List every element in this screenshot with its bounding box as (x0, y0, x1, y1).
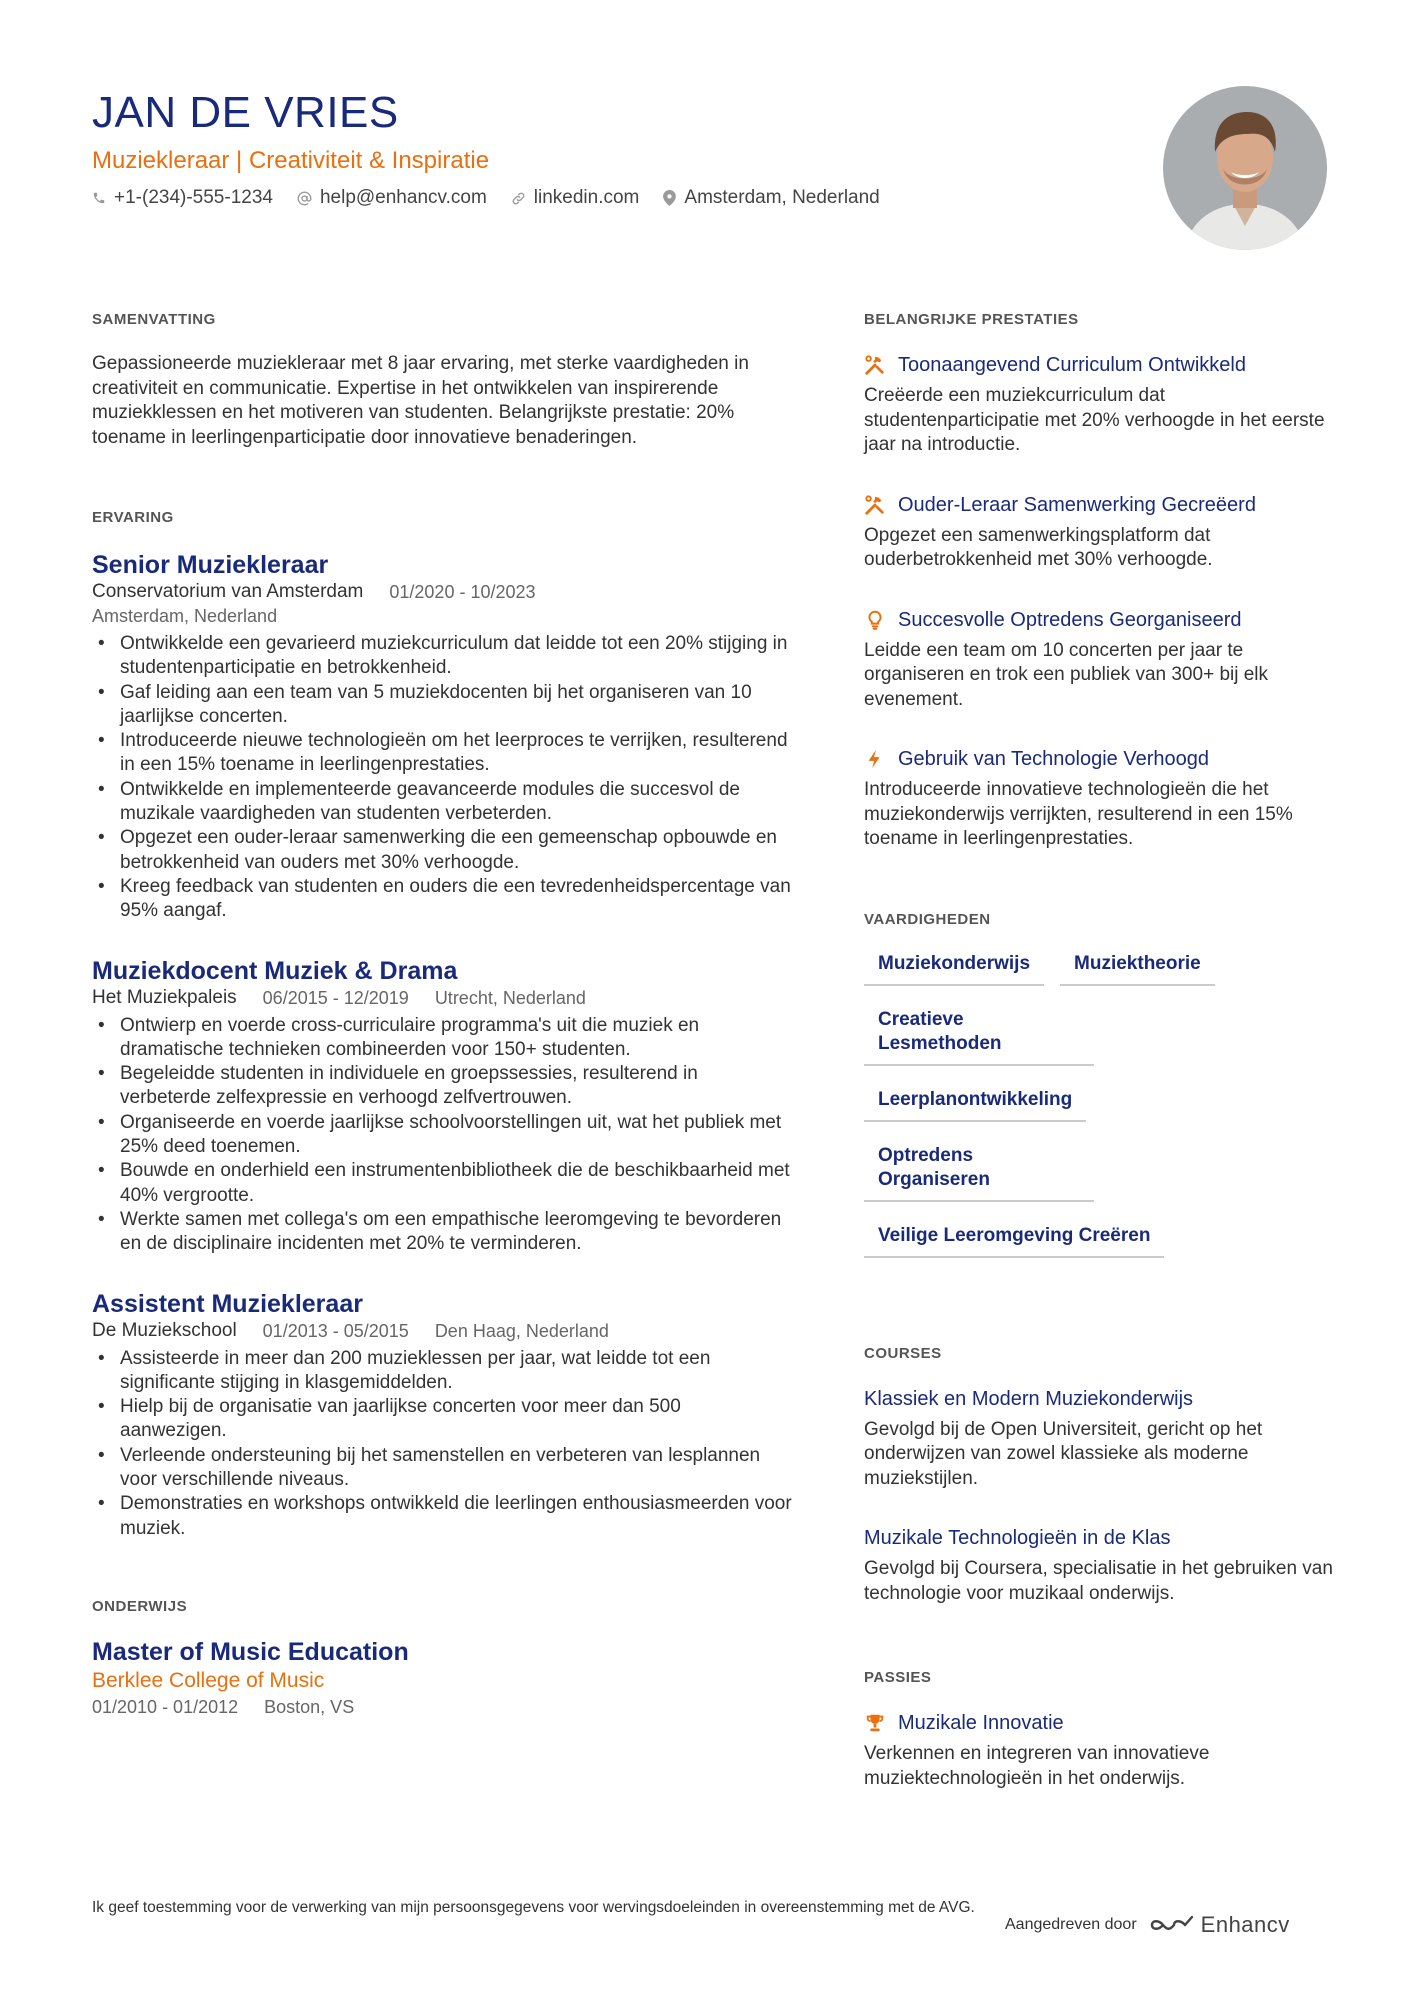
consent-footer: Ik geef toestemming voor de verwerking van mijn persoonsgegevens voor wervingsdoeleinden in overeenstemming met de AVG. (92, 1899, 975, 1916)
powered-by[interactable] (1005, 1912, 1290, 1938)
hammer-wrench-icon (864, 494, 886, 516)
job-company: Het Muziekpaleis (92, 986, 237, 1008)
job-dates: 06/2015 - 12/2019 (262, 987, 409, 1008)
education-location: Boston, VS (264, 1696, 355, 1717)
job-meta (92, 986, 792, 1010)
course-title: Klassiek en Modern Muziekonderwijs (864, 1387, 1194, 1410)
job-entry (92, 956, 792, 1257)
courses-heading: COURSES (864, 1344, 942, 1362)
job-role: Senior Muziekleraar (92, 551, 329, 579)
education-section (92, 1597, 792, 1719)
passions-section (864, 1668, 1334, 1791)
left-column (92, 310, 792, 1719)
passion-desc: Verkennen en integreren van innovatieve muziektechnologieën in het onderwijs. (864, 1743, 1210, 1789)
enhancv-logo-icon (1149, 1914, 1195, 1936)
achievement-item (864, 492, 1334, 573)
trophy-icon (864, 1712, 886, 1734)
job-bullet: • Bouwde en onderhield een instrumentenbibliotheek die de beschikbaarheid met 40% vergrootte. (120, 1159, 792, 1208)
email-text: help@enhancv.com (319, 187, 487, 208)
right-column (864, 310, 1334, 1791)
job-bullet: • Organiseerde en voerde jaarlijkse schoolvoorstellingen uit, wat het publiek met 25% deed toenemen. (120, 1111, 792, 1160)
job-dates: 01/2020 - 10/2023 (389, 582, 536, 602)
job-bullets (92, 632, 792, 924)
job-company: De Muziekschool (92, 1319, 237, 1341)
achievement-title: Succesvolle Optredens Georganiseerd (898, 608, 1242, 631)
skill-tag: Veilige Leeromgeving Creëren (864, 1224, 1164, 1258)
job-bullet: • Assisteerde in meer dan 200 muzieklessen per jaar, wat leidde tot een significante stijging in klasgemiddelden. (120, 1347, 792, 1396)
experience-heading: ERVARING (92, 509, 174, 526)
linkedin-text: linkedin.com (533, 187, 640, 208)
job-bullet: • Ontwikkelde en implementeerde geavanceerde modules die succesvol de muzikale vaardigheden van studenten verbeterden. (120, 778, 792, 827)
job-bullet: • Verleende ondersteuning bij het samenstellen en verbeteren van lesplannen voor verschillende niveaus. (120, 1444, 792, 1493)
skills-heading: VAARDIGHEDEN (864, 910, 991, 928)
job-bullet: • Opgezet een ouder-leraar samenwerking die een gemeenschap opbouwde en betrokkenheid van ouders met 30% verhoogde. (120, 826, 792, 875)
profile-photo (1163, 86, 1327, 250)
job-entry (92, 550, 792, 924)
job-bullet: • Begeleidde studenten in individuele en groepssessies, resulterend in verbeterde zelfexpressie en verhoogd zelfvertrouwen. (120, 1062, 792, 1111)
at-sign-icon (297, 191, 312, 206)
link-icon (511, 191, 526, 206)
achievement-desc: Introduceerde innovatieve technologieën die het muziekonderwijs verrijkten, resulterend in een 15% toename in leerlingenprestaties. (864, 779, 1293, 849)
candidate-name: JAN DE VRIES (92, 88, 399, 137)
job-role: Muziekdocent Muziek & Drama (92, 956, 458, 985)
job-meta (92, 1319, 792, 1343)
course-item (864, 1525, 1334, 1606)
summary-text: Gepassioneerde muziekleraar met 8 jaar ervaring, met sterke vaardigheden in creativiteit en communicatie. Expertise in het ontwikkelen van inspirerende muziekklessen en het motiveren van studenten. Belangrijkste prestatie: 20% toename in leerlingenparticipatie door innovatieve benaderingen. (92, 353, 749, 448)
course-desc: Gevolgd bij de Open Universiteit, gericht op het onderwijzen van zowel klassieke als moderne muziekstijlen. (864, 1418, 1263, 1489)
passion-title: Muzikale Innovatie (898, 1712, 1064, 1734)
job-entry (92, 1289, 792, 1541)
contact-location (663, 186, 879, 210)
location-pin-icon (663, 190, 676, 206)
course-item (864, 1386, 1334, 1492)
job-bullets (92, 1014, 792, 1257)
passions-heading: PASSIES (864, 1669, 932, 1686)
contact-email[interactable] (297, 186, 487, 210)
skills-section (864, 910, 1334, 1280)
achievement-item (864, 746, 1334, 852)
job-location: Den Haag, Nederland (434, 1320, 609, 1341)
course-title: Muzikale Technologieën in de Klas (864, 1527, 1171, 1549)
summary-heading: SAMENVATTING (92, 311, 216, 328)
education-school: Berklee College of Music (92, 1668, 325, 1692)
achievements-section (864, 310, 1334, 852)
job-meta (92, 580, 792, 604)
skill-tag: Muziektheorie (1060, 952, 1215, 986)
contact-bar (92, 186, 904, 210)
brand-name: Enhancv (1200, 1912, 1290, 1937)
skill-tag: Muziekonderwijs (864, 952, 1044, 986)
education-heading: ONDERWIJS (92, 1597, 188, 1615)
education-meta (92, 1695, 792, 1719)
skills-list (864, 952, 1334, 1280)
job-bullet: • Kreeg feedback van studenten en ouders die een tevredenheidspercentage van 95% aangaf. (120, 875, 792, 924)
skill-tag: Optredens Organiseren (864, 1144, 1094, 1202)
lightbulb-icon (864, 609, 886, 631)
job-role: Assistent Muziekleraar (92, 1289, 363, 1318)
skill-tag: Creatieve Lesmethoden (864, 1008, 1094, 1066)
phone-icon (92, 191, 106, 205)
skill-tag: Leerplanontwikkeling (864, 1088, 1086, 1122)
hammer-wrench-icon (864, 354, 886, 376)
job-location: Amsterdam, Nederland (92, 606, 278, 626)
achievement-item (864, 607, 1334, 713)
job-dates: 01/2013 - 05/2015 (262, 1320, 409, 1341)
job-bullet: • Ontwierp en voerde cross-curriculaire programma's uit die muziek en dramatische technieken combineerden voor 150+ studenten. (120, 1014, 792, 1063)
courses-section (864, 1344, 1334, 1607)
course-desc: Gevolgd bij Coursera, specialisatie in het gebruiken van technologie voor muzikaal onderwijs. (864, 1558, 1333, 1604)
achievement-desc: Leidde een team om 10 concerten per jaar te organiseren en trok een publiek van 300+ bij elk evenement. (864, 639, 1269, 710)
achievements-heading: BELANGRIJKE PRESTATIES (864, 311, 1079, 328)
achievement-title: Ouder-Leraar Samenwerking Gecreëerd (898, 493, 1256, 516)
achievement-title: Gebruik van Technologie Verhoogd (898, 748, 1209, 770)
achievement-desc: Creëerde een muziekcurriculum dat studentenparticipatie met 20% verhoogde in het eerste jaar na introductie. (864, 385, 1325, 455)
achievement-title: Toonaangevend Curriculum Ontwikkeld (898, 354, 1246, 376)
education-dates: 01/2010 - 01/2012 (92, 1696, 239, 1717)
passion-item (864, 1710, 1334, 1791)
job-bullet: • Demonstraties en workshops ontwikkeld die leerlingen enthousiasmeerden voor muziek. (120, 1492, 792, 1541)
contact-linkedin[interactable] (511, 186, 640, 210)
job-bullets (92, 1347, 792, 1541)
job-bullet: • Gaf leiding aan een team van 5 muziekdocenten bij het organiseren van 10 jaarlijkse concerten. (120, 681, 792, 730)
location-text: Amsterdam, Nederland (684, 187, 880, 208)
tagline: Muziekleraar | Creativiteit & Inspiratie (92, 147, 490, 174)
phone-text: +1-(234)-555-1234 (114, 187, 273, 208)
job-bullet: • Introduceerde nieuwe technologieën om het leerproces te verrijken, resulterend in een 15% toename in leerlingenprestaties. (120, 729, 792, 778)
powered-by-text: Aangedreven door (1005, 1916, 1137, 1933)
experience-section (92, 508, 792, 1541)
achievement-item (864, 352, 1334, 458)
job-bullet: • Ontwikkelde een gevarieerd muziekcurriculum dat leidde tot een 20% stijging in studentenparticipatie en betrokkenheid. (120, 632, 792, 681)
summary-section (92, 310, 792, 450)
lightning-icon (864, 748, 886, 770)
achievement-desc: Opgezet een samenwerkingsplatform dat ouderbetrokkenheid met 30% verhoogde. (864, 524, 1213, 570)
job-location: Utrecht, Nederland (434, 987, 586, 1008)
job-bullet: • Werkte samen met collega's om een empathische leeromgeving te bevorderen en de disciplinaire incidenten met 20% te verminderen. (120, 1208, 792, 1257)
job-company: Conservatorium van Amsterdam (92, 581, 364, 602)
education-degree: Master of Music Education (92, 1637, 409, 1666)
contact-phone[interactable] (92, 186, 273, 210)
job-bullet: • Hielp bij de organisatie van jaarlijkse concerten voor meer dan 500 aanwezigen. (120, 1395, 792, 1444)
